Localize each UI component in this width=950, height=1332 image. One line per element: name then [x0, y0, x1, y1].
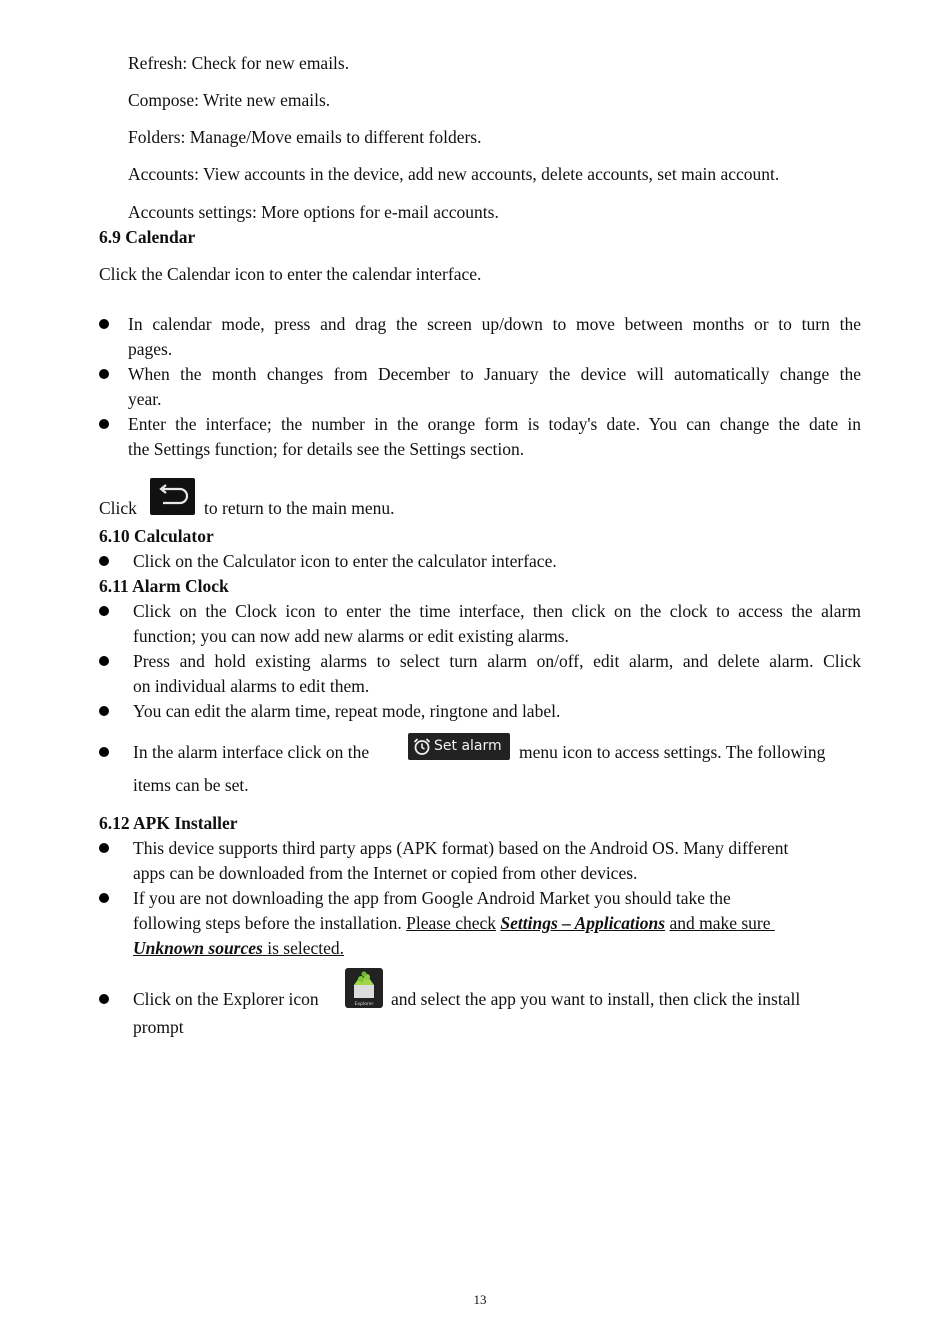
- calendar-bullet-1-line1: In calendar mode, press and drag the screen up/down to move between months or to turn the: [128, 314, 861, 334]
- back-icon: [150, 478, 195, 515]
- alarm-bullet-2-line1: Press and hold existing alarms to select turn alarm on/off, edit alarm, and delete alarm. Click: [133, 651, 861, 671]
- apk-settings-applications: Settings – Applications: [500, 913, 666, 933]
- set-alarm-button-image: [408, 733, 510, 760]
- bullet-dot: [99, 369, 109, 379]
- calendar-heading: 6.9 Calendar: [99, 227, 196, 247]
- bullet-dot: [99, 747, 109, 757]
- bullet-dot: [99, 843, 109, 853]
- apk-make-sure: and make sure: [669, 913, 771, 933]
- alarm-bullet-3: You can edit the alarm time, repeat mode, ringtone and label.: [133, 701, 561, 721]
- option-compose: Compose: Write new emails.: [128, 90, 331, 110]
- bullet-dot: [99, 893, 109, 903]
- apk-steps-text: following steps before the installation.: [133, 913, 402, 933]
- apk-bullet-2-line3: [133, 936, 344, 961]
- apk-is-selected: is selected.: [267, 938, 344, 958]
- return-text-after: to return to the main menu.: [204, 498, 395, 518]
- alarm-clock-icon: [412, 737, 432, 766]
- return-text-before: Click: [99, 498, 137, 518]
- option-refresh: Refresh: Check for new emails.: [128, 53, 350, 73]
- apk-bullet-2-line1: If you are not downloading the app from Google Android Market you should take the: [133, 888, 731, 908]
- alarm-heading: 6.11 Alarm Clock: [99, 576, 229, 596]
- option-accounts-settings: Accounts settings: More options for e-mail accounts.: [128, 202, 499, 222]
- apk-bullet-1-line1: This device supports third party apps (APK format) based on the Android OS. Many different: [133, 838, 789, 858]
- bullet-dot: [99, 606, 109, 616]
- apk-unknown-sources: Unknown sources: [133, 938, 263, 958]
- option-folders: Folders: Manage/Move emails to different folders.: [128, 127, 482, 147]
- calculator-bullet: Click on the Calculator icon to enter the calculator interface.: [133, 551, 557, 571]
- calendar-bullet-3-line1: Enter the interface; the number in the orange form is today's date. You can change the date in: [128, 414, 861, 434]
- apk-bullet-3-line2: prompt: [133, 1017, 184, 1037]
- calendar-bullet-2-line1: When the month changes from December to January the device will automatically change the: [128, 364, 861, 384]
- alarm-menu-after: menu icon to access settings. The following: [519, 742, 826, 762]
- bullet-dot: [99, 419, 109, 429]
- calculator-heading: 6.10 Calculator: [99, 526, 214, 546]
- calendar-bullet-2-line2: year.: [128, 389, 162, 409]
- apk-bullet-3-after: and select the app you want to install, then click the install: [391, 989, 801, 1009]
- apk-please-check: Please check: [406, 913, 497, 933]
- bullet-dot: [99, 994, 109, 1004]
- alarm-bullet-1-line2: function; you can now add new alarms or edit existing alarms.: [133, 626, 569, 646]
- explorer-icon: [345, 968, 383, 1008]
- page-number: 13: [473, 1292, 487, 1307]
- apk-bullet-1-line2: apps can be downloaded from the Internet or copied from other devices.: [133, 863, 638, 883]
- alarm-bullet-1-line1: Click on the Clock icon to enter the time interface, then click on the clock to access the alarm: [133, 601, 861, 621]
- calendar-intro: Click the Calendar icon to enter the calendar interface.: [99, 264, 482, 284]
- apk-bullet-2-line2: [133, 911, 775, 936]
- bullet-dot: [99, 706, 109, 716]
- apk-heading: 6.12 APK Installer: [99, 813, 238, 833]
- alarm-menu-line2: items can be set.: [133, 775, 249, 795]
- bullet-dot: [99, 319, 109, 329]
- bullet-dot: [99, 656, 109, 666]
- alarm-bullet-2-line2: on individual alarms to edit them.: [133, 676, 370, 696]
- alarm-menu-before: In the alarm interface click on the: [133, 742, 370, 762]
- explorer-icon-label: Explorer: [354, 1002, 374, 1007]
- apk-bullet-3-before: Click on the Explorer icon: [133, 989, 319, 1009]
- bullet-dot: [99, 556, 109, 566]
- option-accounts: Accounts: View accounts in the device, add new accounts, delete accounts, set main account.: [128, 164, 780, 184]
- calendar-bullet-1-line2: pages.: [128, 339, 173, 359]
- calendar-bullet-3-line2: the Settings function; for details see the Settings section.: [128, 439, 525, 459]
- set-alarm-label: Set alarm: [434, 738, 502, 754]
